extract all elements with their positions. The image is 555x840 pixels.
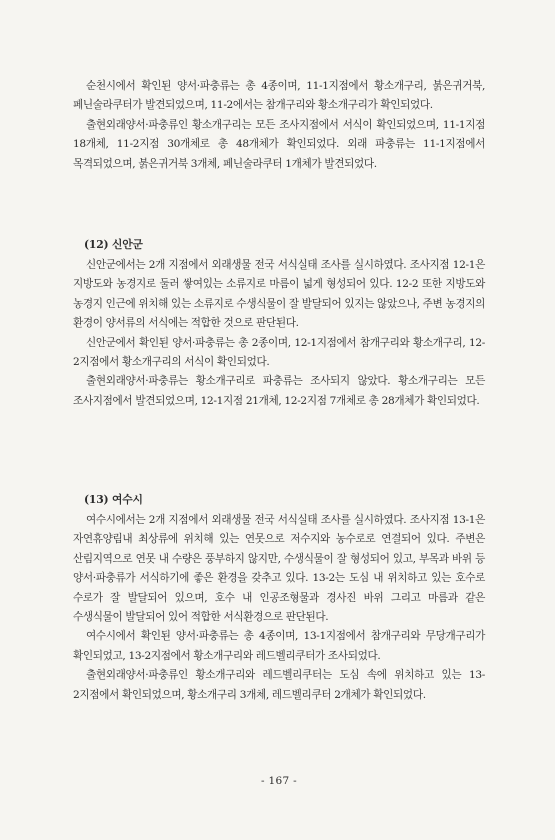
paragraph: 신안군에서 확인된 양서·파충류는 총 2종이며, 12-1지점에서 참개구리와 황소개구리, 12-2지점에서 황소개구리의 서식이 확인되었다. xyxy=(73,336,485,369)
section-heading-sinan: (12) 신안군 xyxy=(84,238,143,251)
paragraph: 출현외래양서·파충류는 황소개구리로 파충류는 조사되지 않았다. 황소개구리는 모든 조사지점에서 발견되었으며, 12-1지점 21개체, 12-2지점 7개체로 총 28개체가 확인되었다. xyxy=(73,375,485,407)
section-yeosu xyxy=(73,511,485,705)
paragraph: 출현외래양서·파충류인 황소개구리는 모든 조사지점에서 서식이 확인되었으며, 11-1지점 18개체, 11-2지점 30개체로 총 48개체가 확인되었다. 외래 파충류는 11-1지점에서 목격되었으며, 붉은귀거북 3개체, 페닌술라쿠터 1개체가 발견되었다. xyxy=(73,118,485,170)
paragraph: 순천시에서 확인된 양서·파충류는 총 4종이며, 11-1지점에서 황소개구리, 붉은귀거북, 페닌술라쿠터가 발견되었으며, 11-2에서는 참개구리와 황소개구리가 확인되었다. xyxy=(73,80,485,112)
paragraph: 출현외래양서·파충류인 황소개구리와 레드벨리쿠터는 도심 속에 위치하고 있는 13-2지점에서 확인되었으며, 황소개구리 3개체, 레드벨리쿠터 2개체가 확인되었다. xyxy=(73,669,485,701)
section-suncheon-continued xyxy=(73,77,485,174)
section-sinan xyxy=(73,256,485,411)
document-page xyxy=(73,0,485,840)
section-heading-yeosu: (13) 여수시 xyxy=(84,493,143,506)
paragraph: 여수시에서 확인된 양서·파충류는 총 4종이며, 13-1지점에서 참개구리와 무당개구리가 확인되었고, 13-2지점에서 황소개구리와 레드벨리쿠터가 조사되었다. xyxy=(73,630,485,662)
page-number: - 167 - xyxy=(261,775,297,787)
paragraph: 신안군에서는 2개 지점에서 외래생물 전국 서식실태 조사를 실시하였다. 조사지점 12-1은 지방도와 농경지로 둘러 쌓여있는 소류지로 마름이 넓게 형성되어 있다. 12-2 또한 지방도와 농경지 인근에 위치해 있는 소류지로 수생식물이 잘 발달되어 있지는 않았으나, 주변 농경지의 환경이 양서류의 서식에는 적합한 것으로 판단된다. xyxy=(73,259,485,330)
paragraph: 여수시에서는 2개 지점에서 외래생물 전국 서식실태 조사를 실시하였다. 조사지점 13-1은 자연휴양림내 최상류에 위치해 있는 연못으로 저수지와 농수로로 연결되어 있다. 주변은 산림지역으로 연못 내 수량은 풍부하지 않지만, 수생식물이 잘 형성되어 있고, 부목과 바위 등 양서·파충류가 서식하기에 좋은 환경을 갖추고 있다. 13-2는 도심 내 위치하고 있는 호수로 수로가 잘 발달되어 있으며, 호수 내 인공조형물과 경사진 바위 그리고 마름과 같은 수생식물이 발달되어 있어 적합한 서식환경으로 판단된다. xyxy=(73,514,485,624)
